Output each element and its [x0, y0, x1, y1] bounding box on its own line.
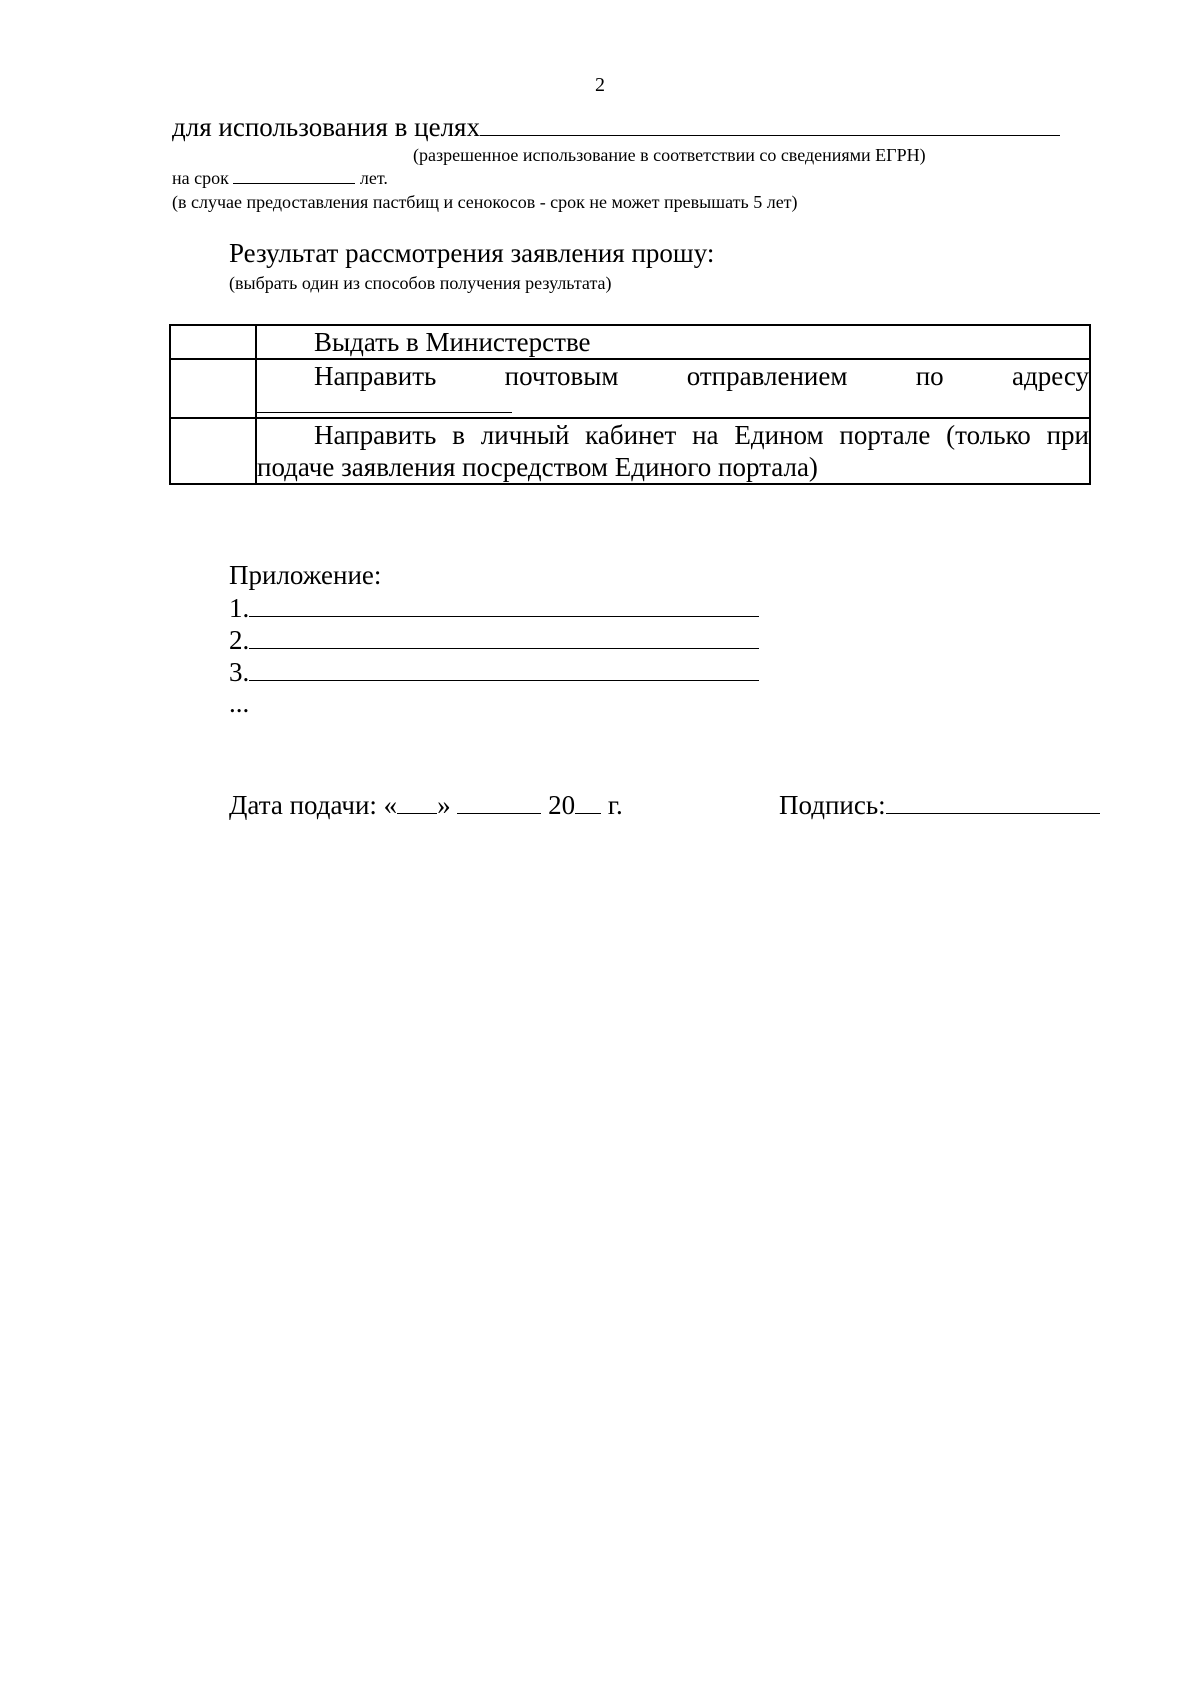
term-row: [172, 168, 388, 189]
result-title: Результат рассмотрения заявления прошу:: [229, 238, 715, 268]
date-label: Дата подачи: «: [229, 790, 398, 820]
attachment-number: 2.: [229, 625, 250, 655]
attachment-field[interactable]: [249, 658, 759, 681]
attachment-number: 3.: [229, 657, 250, 687]
purpose-field[interactable]: [480, 113, 1060, 136]
purpose-row: [172, 112, 1060, 143]
result-hint: (выбрать один из способов получения результата): [229, 273, 612, 293]
option-row: [170, 359, 1090, 418]
day-field[interactable]: [397, 791, 437, 814]
attachments-ellipsis: ...: [229, 688, 250, 718]
option-word: по: [915, 361, 944, 391]
option-label-1: Выдать в Министерстве: [314, 327, 591, 357]
term-field[interactable]: [233, 169, 355, 184]
option-word: почтовым: [504, 361, 619, 391]
option-checkbox-3[interactable]: [170, 418, 256, 484]
option-cell-3: [256, 418, 1090, 484]
purpose-label: для использования в целях: [172, 112, 480, 142]
date-close-quote: »: [437, 790, 451, 820]
attachment-item-3: [229, 657, 759, 688]
attachment-number: 1.: [229, 593, 250, 623]
option-row: [170, 418, 1090, 484]
option-cell-2: [256, 359, 1090, 418]
term-prefix: на срок: [172, 168, 229, 188]
attachments-title: Приложение:: [229, 560, 382, 590]
option-label-3: Направить в личный кабинет на Едином портале (только при подаче заявления посредством Единого портала): [257, 420, 1089, 482]
year-field[interactable]: [575, 791, 601, 814]
attachment-item-1: [229, 593, 759, 624]
address-field[interactable]: [257, 412, 512, 413]
option-word: Направить: [314, 361, 437, 391]
option-row: [170, 325, 1090, 359]
option-cell-1: [256, 325, 1090, 359]
year-prefix: 20: [548, 790, 576, 820]
page-number: 2: [595, 74, 605, 96]
signature-label: Подпись:: [779, 790, 886, 820]
attachment-item-2: [229, 625, 759, 656]
year-suffix: г.: [607, 790, 623, 820]
term-hint: (в случае предоставления пастбищ и сенокосов - срок не может превышать 5 лет): [172, 192, 798, 212]
option-label-2: [257, 360, 1089, 392]
signature-row: [779, 790, 1100, 821]
option-word: отправлением: [686, 361, 848, 391]
result-options-table: [169, 324, 1091, 485]
attachment-field[interactable]: [249, 594, 759, 617]
option-word: адресу: [1011, 361, 1089, 391]
term-suffix: лет.: [359, 168, 388, 188]
option-checkbox-2[interactable]: [170, 359, 256, 418]
attachment-field[interactable]: [249, 626, 759, 649]
month-field[interactable]: [457, 791, 541, 814]
date-row: [229, 790, 623, 821]
signature-field[interactable]: [886, 791, 1100, 814]
purpose-hint: (разрешенное использование в соответствии со сведениями ЕГРН): [413, 145, 926, 165]
option-checkbox-1[interactable]: [170, 325, 256, 359]
